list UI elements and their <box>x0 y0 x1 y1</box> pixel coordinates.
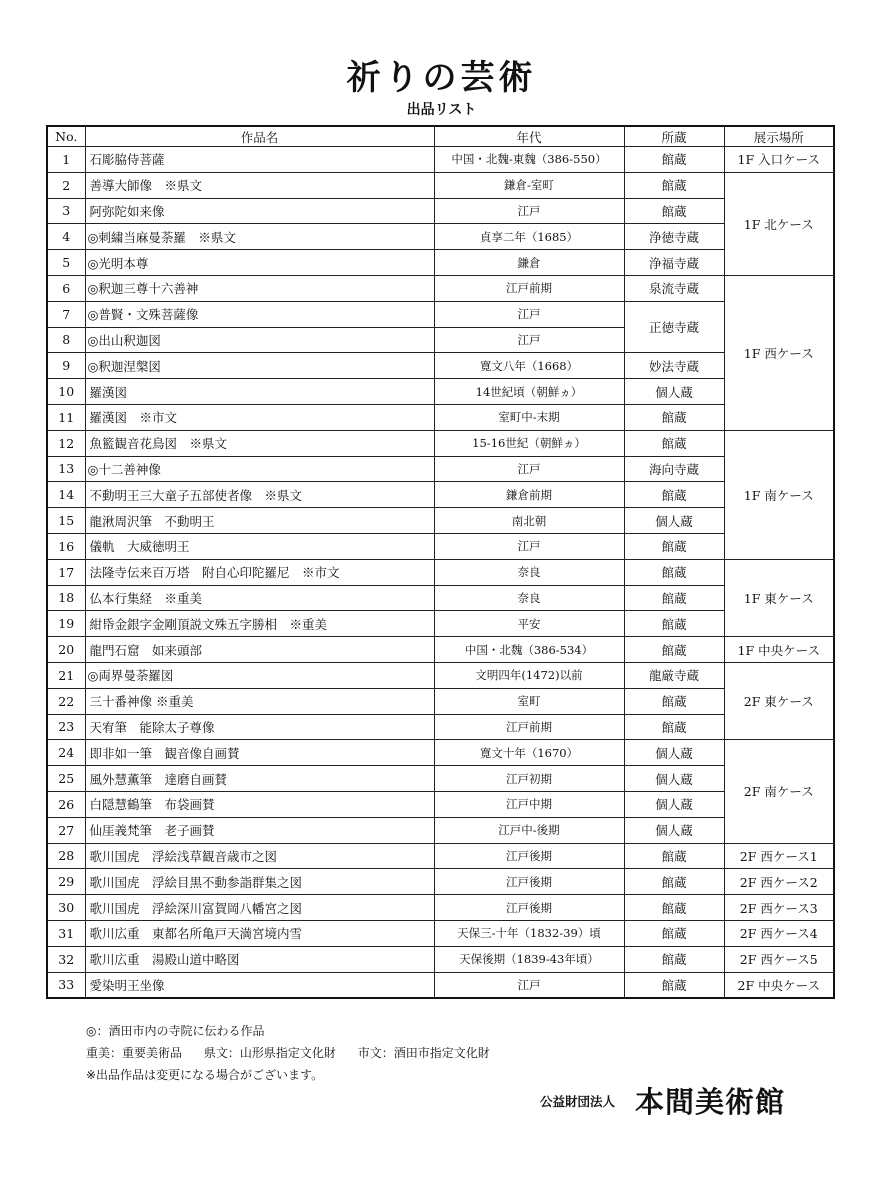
row-location: 2F 東ケース <box>724 662 834 739</box>
row-no: 17 <box>47 559 85 585</box>
header-location: 展示場所 <box>724 126 834 147</box>
note-shibun: 市文：酒田市指定文化財 <box>357 1046 490 1060</box>
row-name: 歌川国虎 浮絵目黒不動参詣群集之図 <box>85 869 434 895</box>
row-name: 不動明王三大童子五部使者像 ※県文 <box>85 482 434 508</box>
row-era: 江戸 <box>434 972 624 998</box>
notes <box>86 1020 490 1086</box>
row-no: 19 <box>47 611 85 637</box>
row-owner: 海向寺蔵 <box>624 456 724 482</box>
row-no: 4 <box>47 224 85 250</box>
row-era: 江戸後期 <box>434 869 624 895</box>
row-location: 2F 中央ケース <box>724 972 834 998</box>
table-row <box>47 559 834 585</box>
table-row <box>47 714 834 740</box>
row-location: 2F 西ケース5 <box>724 946 834 972</box>
header-era: 年代 <box>434 126 624 147</box>
row-era: 鎌倉-室町 <box>434 172 624 198</box>
row-owner: 正徳寺蔵 <box>624 301 724 353</box>
row-no: 29 <box>47 869 85 895</box>
row-no: 20 <box>47 637 85 663</box>
row-owner: 館蔵 <box>624 611 724 637</box>
row-owner: 館蔵 <box>624 482 724 508</box>
table-row <box>47 946 834 972</box>
row-owner: 館蔵 <box>624 843 724 869</box>
row-no: 12 <box>47 430 85 456</box>
row-era: 平安 <box>434 611 624 637</box>
row-no: 32 <box>47 946 85 972</box>
row-name: 白隠慧鶴筆 布袋画賛 <box>85 791 434 817</box>
row-owner: 館蔵 <box>624 895 724 921</box>
row-no: 28 <box>47 843 85 869</box>
table-row <box>47 662 834 688</box>
row-location: 2F 南ケース <box>724 740 834 843</box>
row-name: ◎光明本尊 <box>85 250 434 276</box>
row-name: 風外慧薫筆 達磨自画賛 <box>85 766 434 792</box>
row-no: 15 <box>47 508 85 534</box>
row-owner: 泉流寺蔵 <box>624 275 724 301</box>
table-row <box>47 611 834 637</box>
row-owner: 館蔵 <box>624 637 724 663</box>
row-era: 中国・北魏（386-534） <box>434 637 624 663</box>
table-row <box>47 456 834 482</box>
row-era: 貞享二年（1685） <box>434 224 624 250</box>
row-owner: 館蔵 <box>624 147 724 173</box>
table-body <box>47 147 834 999</box>
row-name: 石彫脇侍菩薩 <box>85 147 434 173</box>
row-owner: 個人蔵 <box>624 508 724 534</box>
table-header-row <box>47 126 834 147</box>
row-name: ◎両界曼荼羅図 <box>85 662 434 688</box>
row-owner: 館蔵 <box>624 920 724 946</box>
row-no: 33 <box>47 972 85 998</box>
row-no: 27 <box>47 817 85 843</box>
row-name: 歌川国虎 浮絵浅草観音歳市之図 <box>85 843 434 869</box>
row-name: 紺帋金銀字金剛頂説文殊五字勝相 ※重美 <box>85 611 434 637</box>
table-row <box>47 224 834 250</box>
page-title: 祈りの芸術 <box>346 58 537 98</box>
row-era: 江戸後期 <box>434 843 624 869</box>
row-era: 江戸中期 <box>434 791 624 817</box>
header-owner: 所蔵 <box>624 126 724 147</box>
row-era: 南北朝 <box>434 508 624 534</box>
row-owner: 龍厳寺蔵 <box>624 662 724 688</box>
row-owner: 個人蔵 <box>624 817 724 843</box>
row-name: 三十番神像 ※重美 <box>85 688 434 714</box>
row-no: 11 <box>47 404 85 430</box>
row-era: 14世紀頃（朝鮮ヵ） <box>434 379 624 405</box>
table-row <box>47 637 834 663</box>
row-era: 奈良 <box>434 559 624 585</box>
row-owner: 浄福寺蔵 <box>624 250 724 276</box>
row-owner: 妙法寺蔵 <box>624 353 724 379</box>
row-era: 15-16世紀（朝鮮ヵ） <box>434 430 624 456</box>
row-owner: 個人蔵 <box>624 791 724 817</box>
note-mark-legend: ◎：酒田市内の寺院に伝わる作品 <box>86 1024 265 1038</box>
row-no: 14 <box>47 482 85 508</box>
row-no: 21 <box>47 662 85 688</box>
row-era: 室町 <box>434 688 624 714</box>
row-name: ◎釈迦涅槃図 <box>85 353 434 379</box>
row-era: 鎌倉前期 <box>434 482 624 508</box>
row-name: 即非如一筆 観音像自画賛 <box>85 740 434 766</box>
table-row <box>47 508 834 534</box>
row-location: 2F 西ケース3 <box>724 895 834 921</box>
row-era: 江戸後期 <box>434 895 624 921</box>
row-era: 中国・北魏-東魏（386-550） <box>434 147 624 173</box>
row-owner: 館蔵 <box>624 869 724 895</box>
table-row <box>47 688 834 714</box>
row-era: 寛文八年（1668） <box>434 353 624 379</box>
row-owner: 館蔵 <box>624 946 724 972</box>
table-row <box>47 585 834 611</box>
row-name: 魚籃観音花鳥図 ※県文 <box>85 430 434 456</box>
row-no: 3 <box>47 198 85 224</box>
row-no: 31 <box>47 920 85 946</box>
row-name: ◎出山釈迦図 <box>85 327 434 353</box>
row-owner: 館蔵 <box>624 585 724 611</box>
row-no: 2 <box>47 172 85 198</box>
row-location: 1F 中央ケース <box>724 637 834 663</box>
row-era: 江戸 <box>434 327 624 353</box>
row-name: 仏本行集経 ※重美 <box>85 585 434 611</box>
row-owner: 館蔵 <box>624 172 724 198</box>
table-row <box>47 250 834 276</box>
row-era: 文明四年(1472)以前 <box>434 662 624 688</box>
row-no: 9 <box>47 353 85 379</box>
table-row <box>47 920 834 946</box>
row-location: 1F 南ケース <box>724 430 834 559</box>
table-row <box>47 791 834 817</box>
row-name: ◎十二善神像 <box>85 456 434 482</box>
table-row <box>47 817 834 843</box>
row-name: ◎刺繍当麻曼荼羅 ※県文 <box>85 224 434 250</box>
table-row <box>47 275 834 301</box>
row-location: 1F 北ケース <box>724 172 834 275</box>
row-era: 鎌倉 <box>434 250 624 276</box>
table-row <box>47 869 834 895</box>
table-row <box>47 430 834 456</box>
header-no: No. <box>47 126 85 147</box>
table-row <box>47 533 834 559</box>
row-era: 江戸前期 <box>434 275 624 301</box>
row-name: 歌川国虎 浮絵深川富賀岡八幡宮之図 <box>85 895 434 921</box>
row-owner: 館蔵 <box>624 714 724 740</box>
row-no: 1 <box>47 147 85 173</box>
row-name: 愛染明王坐像 <box>85 972 434 998</box>
row-name: 善導大師像 ※県文 <box>85 172 434 198</box>
row-era: 江戸 <box>434 301 624 327</box>
table-row <box>47 972 834 998</box>
table-row <box>47 301 834 327</box>
table-row <box>47 766 834 792</box>
note-jubi: 重美：重要美術品 <box>86 1046 183 1060</box>
row-no: 7 <box>47 301 85 327</box>
row-no: 23 <box>47 714 85 740</box>
row-no: 26 <box>47 791 85 817</box>
row-name: 羅漢図 <box>85 379 434 405</box>
row-era: 室町中-末期 <box>434 404 624 430</box>
row-name: ◎釈迦三尊十六善神 <box>85 275 434 301</box>
row-no: 30 <box>47 895 85 921</box>
row-era: 寛文十年（1670） <box>434 740 624 766</box>
row-location: 1F 東ケース <box>724 559 834 636</box>
row-no: 16 <box>47 533 85 559</box>
row-no: 10 <box>47 379 85 405</box>
row-no: 22 <box>47 688 85 714</box>
header-name: 作品名 <box>85 126 434 147</box>
row-no: 25 <box>47 766 85 792</box>
row-owner: 個人蔵 <box>624 379 724 405</box>
row-owner: 個人蔵 <box>624 766 724 792</box>
row-no: 8 <box>47 327 85 353</box>
row-name: 天宥筆 能除太子尊像 <box>85 714 434 740</box>
row-no: 13 <box>47 456 85 482</box>
row-owner: 館蔵 <box>624 688 724 714</box>
row-owner: 個人蔵 <box>624 740 724 766</box>
museum-logo: 本間美術館 <box>635 1085 786 1119</box>
row-owner: 館蔵 <box>624 198 724 224</box>
row-era: 江戸初期 <box>434 766 624 792</box>
exhibit-table <box>46 125 835 999</box>
row-no: 24 <box>47 740 85 766</box>
row-name: ◎普賢・文殊菩薩像 <box>85 301 434 327</box>
row-no: 18 <box>47 585 85 611</box>
row-no: 6 <box>47 275 85 301</box>
organization-type: 公益財団法人 <box>540 1094 616 1109</box>
row-era: 江戸中-後期 <box>434 817 624 843</box>
row-location: 1F 西ケース <box>724 275 834 430</box>
table-row <box>47 198 834 224</box>
row-name: 龍湫周沢筆 不動明王 <box>85 508 434 534</box>
table-row <box>47 147 834 173</box>
page-subtitle: 出品リスト <box>406 102 477 118</box>
row-era: 天保三-十年（1832-39）頃 <box>434 920 624 946</box>
row-era: 江戸 <box>434 198 624 224</box>
row-name: 龍門石窟 如来頭部 <box>85 637 434 663</box>
row-name: 歌川広重 湯殿山道中略図 <box>85 946 434 972</box>
table-row <box>47 172 834 198</box>
row-owner: 館蔵 <box>624 404 724 430</box>
table-row <box>47 379 834 405</box>
row-name: 仙厓義梵筆 老子画賛 <box>85 817 434 843</box>
note-abbrev-legend <box>86 1042 490 1064</box>
row-era: 奈良 <box>434 585 624 611</box>
table-row <box>47 740 834 766</box>
row-name: 歌川広重 東都名所亀戸天満宮境内雪 <box>85 920 434 946</box>
table-row <box>47 353 834 379</box>
row-name: 羅漢図 ※市文 <box>85 404 434 430</box>
row-location: 1F 入口ケース <box>724 147 834 173</box>
row-location: 2F 西ケース2 <box>724 869 834 895</box>
row-owner: 浄徳寺蔵 <box>624 224 724 250</box>
note-kenbun: 県文：山形県指定文化財 <box>203 1046 336 1060</box>
row-name: 法隆寺伝来百万塔 附自心印陀羅尼 ※市文 <box>85 559 434 585</box>
row-era: 江戸前期 <box>434 714 624 740</box>
row-era: 江戸 <box>434 456 624 482</box>
row-name: 儀軌 大威徳明王 <box>85 533 434 559</box>
row-owner: 館蔵 <box>624 559 724 585</box>
table-row <box>47 404 834 430</box>
row-location: 2F 西ケース4 <box>724 920 834 946</box>
table-row <box>47 895 834 921</box>
row-owner: 館蔵 <box>624 430 724 456</box>
row-era: 天保後期（1839-43年頃） <box>434 946 624 972</box>
table-row <box>47 482 834 508</box>
table-row <box>47 843 834 869</box>
row-era: 江戸 <box>434 533 624 559</box>
row-owner: 館蔵 <box>624 533 724 559</box>
row-no: 5 <box>47 250 85 276</box>
note-change-disclaimer: ※出品作品は変更になる場合がございます。 <box>86 1068 324 1082</box>
row-name: 阿弥陀如来像 <box>85 198 434 224</box>
row-location: 2F 西ケース1 <box>724 843 834 869</box>
row-owner: 館蔵 <box>624 972 724 998</box>
